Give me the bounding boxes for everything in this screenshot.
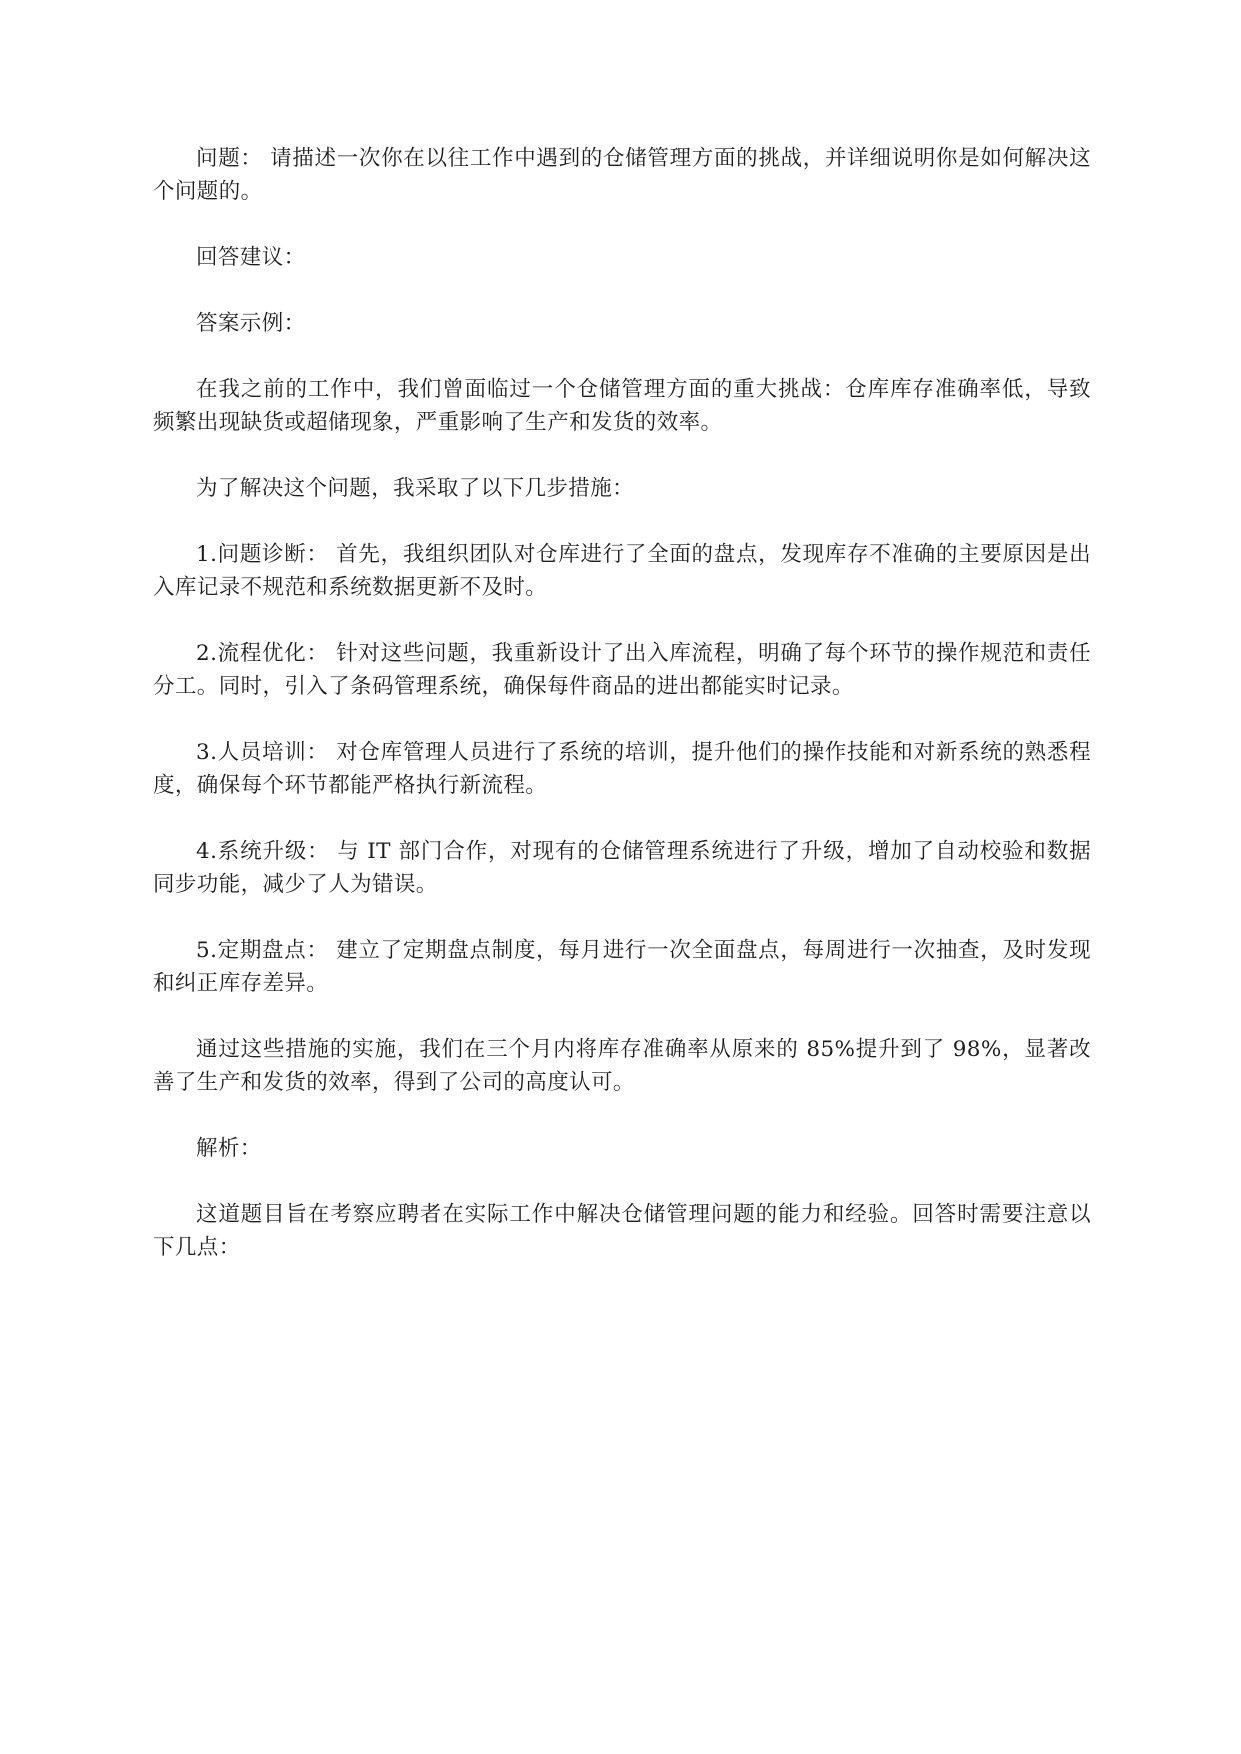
- answer-suggestion-heading: 回答建议：: [196, 245, 306, 270]
- measures-intro-paragraph: 为了解决这个问题，我采取了以下几步措施：: [196, 476, 635, 501]
- measure-1-paragraph: 1.问题诊断： 首先，我组织团队对仓库进行了全面的盘点，发现库存不准确的主要原因是出入库记录不规范和系统数据更新不及时。: [153, 542, 1091, 600]
- measure-5-paragraph: 5.定期盘点： 建立了定期盘点制度，每月进行一次全面盘点，每周进行一次抽查，及时发现和纠正库存差异。: [153, 938, 1091, 996]
- result-paragraph: 通过这些措施的实施，我们在三个月内将库存准确率从原来的 85%提升到了 98%，显著改善了生产和发货的效率，得到了公司的高度认可。: [153, 1037, 1091, 1095]
- answer-example-heading: 答案示例：: [196, 311, 306, 336]
- measure-2-paragraph: 2.流程优化： 针对这些问题，我重新设计了出入库流程，明确了每个环节的操作规范和责任分工。同时，引入了条码管理系统，确保每件商品的进出都能实时记录。: [153, 641, 1091, 699]
- analysis-heading: 解析：: [196, 1136, 262, 1161]
- analysis-paragraph: 这道题目旨在考察应聘者在实际工作中解决仓储管理问题的能力和经验。回答时需要注意以下几点：: [153, 1202, 1091, 1260]
- challenge-paragraph: 在我之前的工作中，我们曾面临过一个仓储管理方面的重大挑战：仓库库存准确率低，导致频繁出现缺货或超储现象，严重影响了生产和发货的效率。: [153, 377, 1091, 435]
- measure-4-paragraph: 4.系统升级： 与 IT 部门合作，对现有的仓储管理系统进行了升级，增加了自动校验和数据同步功能，减少了人为错误。: [153, 839, 1091, 897]
- question-paragraph: 问题： 请描述一次你在以往工作中遇到的仓储管理方面的挑战，并详细说明你是如何解决这个问题的。: [153, 146, 1091, 204]
- measure-3-paragraph: 3.人员培训： 对仓库管理人员进行了系统的培训，提升他们的操作技能和对新系统的熟悉程度，确保每个环节都能严格执行新流程。: [153, 740, 1091, 798]
- document-body: [153, 142, 1091, 1264]
